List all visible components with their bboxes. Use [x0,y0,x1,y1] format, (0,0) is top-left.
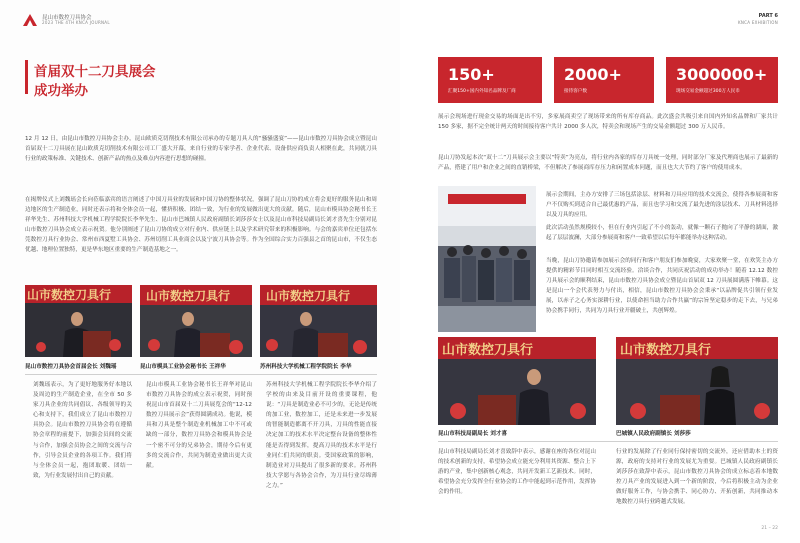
stat-brands [438,57,542,103]
banner-text: 山市数控刀具行 [27,288,112,302]
impact-paragraph: 此次活动虽然规模较小，但在行业内引起了不小的轰动，就像一颗石子抛向了平静的湖面，激起了层层波澜，大部分参展商和客户一致希望以后每年都能举办这种活动。 [546,225,778,242]
exhibition-paragraph: 昆山刀协发起本次“双十二”刀具展示会主要以“特卖”为亮点，将行业内各家的库存刀具统一处理，同时部分厂家及代理商也展示了最新的产品，搭建了用户和企业之间的直销桥梁，不但解决了参展商库存压力和闲置成本问题，而且也大大节约了客户的使用成本。 [438,155,778,172]
title-accent-bar [25,60,28,94]
journal-name: 昆山市数控刀具协会 [42,15,92,21]
caption-wang-xianghua: 昆山市模具工业协会秘书长 王祥华 [140,364,226,370]
liu-shasha-speech: 行业的发展除了行业同行保持密切的交流外，还应借助本土的资源，政府的支持对行业的发展尤为重要。巴城镇人民政府副镇长刘莎莎在致辞中表示，昆山市数控刀具协会的成立标志着本地数控刀具产业的发展进入到一个新的阶段，今后将积极主动为企业做好服务工作，与协会携手、同心协力、开拓创新，共同推动本地数控刀具行业跨越式发展。 [616,449,778,506]
caption-divider-right [438,441,778,442]
svg-text:山市数控刀具行: 山市数控刀具行 [146,289,231,303]
sales-paragraph: 展示会现场进行现金交易的场面是出不穷，多家展商卖空了现场带来的所有库存商品。此次盛会共吸引来自国内外知名品牌和厂家共计 150 多家，据不完全统计两天的时间接待客户共计 2000 多人次，特卖会和现场产生的交易金额超过 300 万人民币。 [438,114,778,131]
page-number: 21 – 22 [761,526,778,531]
stat-brands-value: 150+ [448,65,495,84]
liu-weiyao-speech: 刘魏瑶表示，为了更好地服务好本地以及周边的生产制造企业，在全市 50 多家刀具企业的共同倡议、各级领导的关心和支持下，我们成立了昆山市数控刀具协会。昆山市数控刀具协会将在遵循协会章程的前提下，加强会员间的交流与合作，加强会员协会之间的交流与合作，引导会员企业的各项工作。我们将与全体会员一起，抱团取暖、团结一致，为行业发展付出自己的贡献。 [33,382,132,479]
caption-liu-shasha: 巴城镇人民政府副镇长 刘莎莎 [616,431,691,437]
stat-sales [666,57,778,103]
caption-li-hua: 苏州科技大学机械工程学院院长 李华 [260,364,352,370]
photo-liu-caixi [438,337,596,425]
stat-sales-label: 现场交易金额超过300万人民币 [676,89,740,94]
caption-liu-caixi: 昆山市科技局副局长 刘才喜 [438,431,508,437]
stat-customers [554,57,654,103]
photo-exhibition-crowd [438,186,536,332]
liu-caixi-speech: 昆山市科技局副局长刘才喜致辞中表示，感谢在座的各位对昆山的技术创新的支持，希望协会成立能充分利用其资源、整合上下游的产业，集中创新核心观念，共同开发新工艺新技术。同时，希望协会充分发挥全行业协会的工作中能起到示范作用，发挥协会的作用。 [438,449,596,496]
journal-issue: 2023 THE 4TH KNCA JOURNAL [42,20,110,25]
intro-paragraph: 12 月 12 日，由昆山市数控刀具协会主办，昆山欧质克切削技术有限公司承办的专题刀具人的“骚骚盛宴”——昆山市数控刀具协会成立暨昆山首届双十二刀具展在昆山欧质克切削技术有限公司工厂盛大开幕，来自行业的专家学者、企业代表、设备供应商负责人相聚在此，共同就刀具行业的政策标准、关键技术、创新产品的热点及难点内容进行思想的碰撞。 [25,136,377,163]
photo-li-hua [260,285,377,357]
li-hua-speech: 苏州科技大学机械工程学院院长李华介绍了学校的由来及目前开设的重要课程，他说：“刀具是制造业必不可少的，无论是传统的加工业，数控加工，还是未来进一步发展的智能制造都离不开刀具，刀具的性能直接决定加工的技术水平决定整台设备的整体性能是否得到发挥，提高刀具的技术水平是行业同仁们共同的职责。受国家政策的影响，制造业对刀具提出了很多新的要求。苏州科技大学愿与各协会合作，为刀具行业尽绵薄之力。” [266,382,377,489]
seminar-paragraph: 展示会期间，主办方安排了三场包括涂层、材料和刀具应用的技术交流会，使得各参展商和客户不仅购买到适合自己最优惠的产品，而且也学习和交流了最先进的涂层技术、刀具材料选择以及刀具的应用。 [546,192,778,219]
association-logo-icon [22,13,38,27]
svg-text:山市数控刀具行: 山市数控刀具行 [266,289,351,303]
banquet-paragraph: 当晚，昆山刀协邀请参加展示会的同行和客户朋友们参加晚宴，大家欢聚一堂，在欢笑主办方提供的精彩节目同时相互交流经验。洽谈合作，共同庆祝活动的成功举办！随着 12.12 数控刀具展示会的顺利结束，昆山市数控刀具协会成立暨昆山首届双 12 刀具展圆满落下帷幕。这是昆山一个会代表努力与付出，相信，昆山市数控刀具协会会秉承“以品牌促共引领行业发展，以赤子之心务实深耕行业，以使命担当助力合作共赢”的宗旨坚定稳步的走下去，与兄弟协会携手同行，共同为刀具行业开疆破土，共创辉煌。 [546,258,778,315]
article-title: 首届双十二刀具展会 [34,64,156,80]
part-label: PART 6 [758,13,778,19]
stat-customers-label: 接待客户数 [564,89,587,94]
article-subtitle: 成功举办 [34,83,88,99]
wang-xianghua-speech: 昆山市模具工业协会秘书长王祥华对昆山市数控刀具协会的成立表示祝贺，同时预祝昆山市首届双十二刀具展览会的“12-12 数控刀具展示会”获得圆满成功。他说，模具和刀具是整个制造业机械加工中不可或缺的一部分，数控刀具协会和模具协会是一个密不可分的兄弟协会，期待今后有更多的交流合作，共同为制造业做出更大贡献。 [146,382,252,469]
stat-sales-value: 3000000+ [676,65,768,84]
photo-liu-weiyao [25,285,132,357]
caption-liu-weiyao: 昆山市数控刀具协会首届会长 刘魏瑶 [25,364,117,370]
stat-brands-label: 汇聚150+国内外知名品牌及厂商 [448,89,516,94]
opening-paragraph: 在揭牌仪式上刘魏瑶会长向莅临嘉宾的语言阐述了中国刀具业的发展和中国刀协的整体状况，强调了昆山刀协的成立将会更好的服务昆山和周边地区的生产制造业，同时还表示将和全体会员一起，懂挤积极、团结一致，为行业的发展做出更大的贡献。随后，昆山市模具协会秘书长王祥华先生、苏州科技大学机械工程学院院长李华先生、昆山市巴城镇人民政府副镇长刘莎莎女士以及昆山市科技局副局长刘才喜先生分别对昆山市数控刀具协会成立表示祝贺。他分别阐述了昆山刀协的成立对行业内、供应链上以及学术研究带来的积极影响。与会的嘉宾单位还包括东莞数控刀具行业协会、常州市西夏墅工具协会、苏州切削工具业商会以及宁波刀具协会等。作为全国综合实力百强县之首的昆山市，不仅生态优越、地理位置独特，更是华东地区重要的生产制造基地之一。 [25,197,377,254]
stat-customers-value: 2000+ [564,65,622,84]
photo-liu-shasha [616,337,778,425]
photo-wang-xianghua [140,285,252,357]
right-page [400,0,800,543]
svg-text:山市数控刀具行: 山市数控刀具行 [620,343,712,358]
part-subtitle: KNCA EXHIBITION [737,20,778,25]
caption-divider [25,374,377,375]
svg-text:山市数控刀具行: 山市数控刀具行 [442,343,534,358]
